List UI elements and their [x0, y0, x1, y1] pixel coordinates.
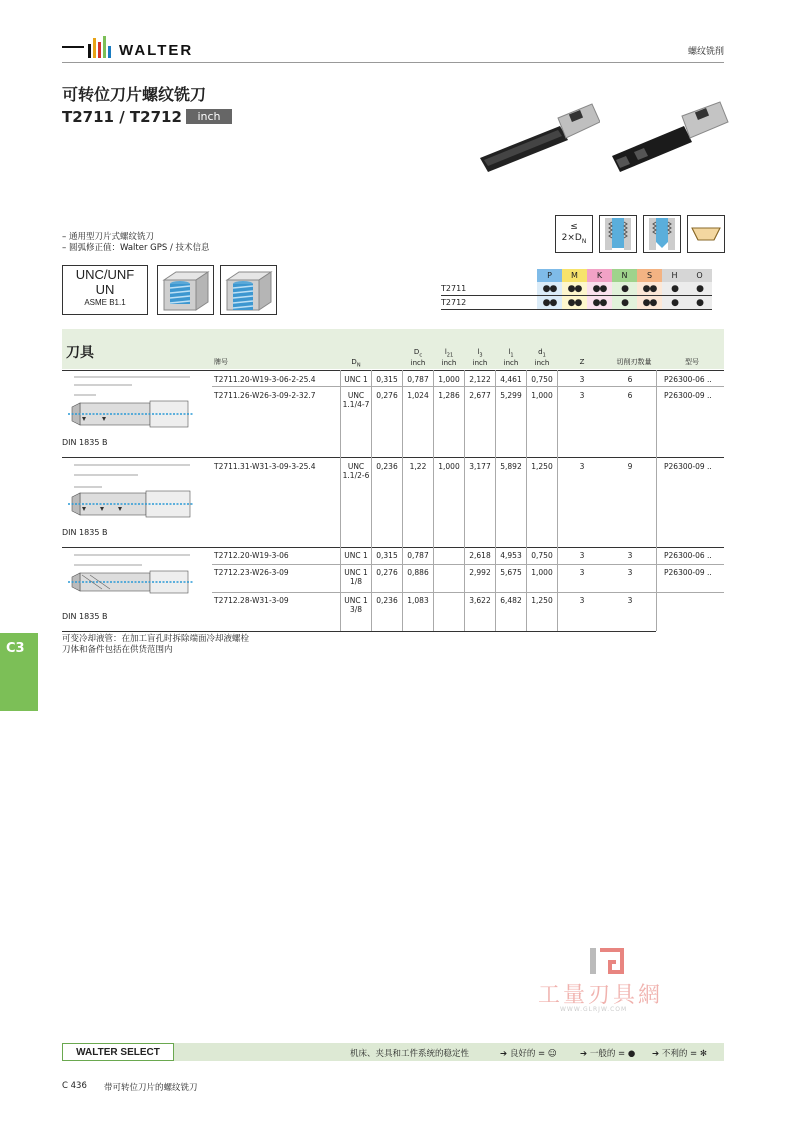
cell-dn: UNC 1 — [344, 551, 368, 560]
group-line — [62, 457, 724, 458]
cell-edges: 9 — [627, 462, 633, 471]
cell-z: 3 — [579, 462, 585, 471]
cell-l1: 5,892 — [500, 462, 522, 471]
din-label: DIN 1835 B — [62, 528, 108, 537]
thread-spec-line3: ASME B1.1 — [84, 298, 126, 307]
cell-brand: T2712.28-W31-3-09 — [214, 596, 289, 605]
cell-l1: 4,461 — [500, 375, 522, 384]
feature-item: – 圆弧修正值：Walter GPS / 技术信息 — [62, 243, 210, 253]
internal-thread-blind-icon — [157, 265, 214, 315]
material-cell: ●● — [587, 282, 612, 296]
material-cell: ●● — [587, 296, 612, 310]
cell-l21: 1,000 — [438, 375, 460, 384]
material-header-h: H — [662, 269, 687, 282]
rating-bad-label: ➔ 不利的 = — [652, 1049, 698, 1059]
cell-z: 3 — [579, 596, 585, 605]
col-d1 — [527, 348, 557, 367]
neutral-face-icon: ● — [627, 1049, 636, 1059]
cell-d1: 1,250 — [531, 596, 553, 605]
cell-dn-min: 0,276 — [376, 568, 398, 577]
col-dc — [403, 348, 433, 367]
cell-l3: 3,622 — [469, 596, 491, 605]
countersink-icon — [687, 215, 725, 253]
col-dc-label: D — [413, 348, 420, 356]
t2712-tool-image — [604, 100, 734, 175]
cell-edges: 6 — [627, 391, 633, 400]
col-l1-sub: 1 — [510, 352, 514, 359]
t2711-31-dimension-drawing — [62, 461, 202, 523]
material-cell: ●● — [637, 282, 662, 296]
material-header-n: N — [612, 269, 637, 282]
cell-l21: 1,000 — [438, 462, 460, 471]
col-l1-label: l — [508, 348, 511, 356]
material-cell: ● — [687, 282, 712, 296]
cell-type: P26300-09 .. — [664, 568, 712, 577]
col-divider — [433, 370, 434, 631]
col-d1-unit: inch — [534, 359, 550, 368]
col-l3-sub: 3 — [479, 352, 483, 359]
col-divider — [526, 370, 527, 631]
din-label: DIN 1835 B — [62, 612, 108, 621]
cell-dn-pitch: 1.1/4-7 — [342, 400, 370, 409]
col-l3-label: l — [477, 348, 480, 356]
feature-list — [62, 232, 210, 254]
col-z: Z — [579, 358, 585, 366]
material-header-s: S — [637, 269, 662, 282]
cell-dn-pitch: 3/8 — [349, 605, 363, 614]
cell-dc: 0,787 — [407, 551, 429, 560]
material-header-p: P — [537, 269, 562, 282]
t2711-dimension-drawing — [62, 373, 202, 433]
cell-z: 3 — [579, 551, 585, 560]
col-l21-unit: inch — [441, 359, 457, 368]
material-row — [441, 296, 712, 310]
cell-l3: 3,177 — [469, 462, 491, 471]
depth-sub: N — [581, 237, 587, 245]
rating-normal-label: ➔ 一般的 = — [580, 1049, 626, 1059]
cell-l3: 2,992 — [469, 568, 491, 577]
internal-thread-through-icon — [220, 265, 277, 315]
cell-d1: 1,250 — [531, 462, 553, 471]
note-item: 刀体和备件包括在供货范围内 — [62, 645, 173, 655]
col-divider — [371, 370, 372, 631]
logo-text: WALTER — [119, 42, 194, 59]
cell-dn-min: 0,315 — [376, 375, 398, 384]
col-dn-label: D — [351, 358, 357, 366]
cell-z: 3 — [579, 375, 585, 384]
cell-l3: 2,122 — [469, 375, 491, 384]
cell-d1: 0,750 — [531, 551, 553, 560]
cell-l3: 2,677 — [469, 391, 491, 400]
cell-type: P26300-09 .. — [664, 462, 712, 471]
product-codes: T2711 / T2712 — [62, 108, 182, 126]
max-depth-icon — [555, 215, 593, 253]
material-cell: ●● — [637, 296, 662, 310]
material-cell: ●● — [537, 296, 562, 310]
cell-dn: UNC 1 1/8 — [341, 568, 371, 586]
cell-type: P26300-06 .. — [664, 551, 712, 560]
header-divider — [62, 62, 724, 63]
cell-d1: 1,000 — [531, 391, 553, 400]
cell-dn-min: 0,236 — [376, 462, 398, 471]
material-table — [441, 269, 712, 310]
thread-spec-box — [62, 265, 148, 315]
cell-brand: T2711.31-W31-3-09-3-25.4 — [214, 462, 316, 471]
cell-brand: T2712.23-W26-3-09 — [214, 568, 289, 577]
cell-z: 3 — [579, 391, 585, 400]
col-divider — [495, 370, 496, 631]
walter-logo — [62, 36, 193, 58]
cell-dn: UNC 1.1/4-7 — [342, 391, 370, 409]
thread-spec-line1: UNC/UNF — [75, 267, 135, 282]
material-row-label: T2712 — [441, 296, 537, 310]
depth-text: 2×D — [561, 233, 582, 243]
cell-dn: UNC 1 — [344, 375, 368, 384]
material-cell: ● — [687, 296, 712, 310]
col-l21-sub: 21 — [446, 352, 454, 359]
material-cell: ●● — [562, 296, 587, 310]
watermark-url: WWW.GLRJW.COM — [560, 1006, 628, 1013]
material-cell: ● — [662, 282, 687, 296]
table-bottom-line — [62, 631, 656, 632]
col-brand: 牌号 — [214, 358, 228, 366]
cell-type: P26300-09 .. — [664, 391, 712, 400]
cell-edges: 6 — [627, 375, 633, 384]
cell-dc: 1,083 — [407, 596, 429, 605]
rating-good-label: ➔ 良好的 = — [500, 1049, 546, 1059]
feature-item: – 通用型刀片式螺纹铣刀 — [62, 232, 154, 242]
material-cell: ● — [612, 296, 637, 310]
col-l1-unit: inch — [503, 359, 519, 368]
col-divider — [464, 370, 465, 631]
cell-dn: UNC 1.1/2-6 — [342, 462, 370, 480]
col-divider — [557, 370, 558, 631]
cell-dn: UNC 1 3/8 — [341, 596, 371, 614]
col-l21-label: l — [444, 348, 447, 356]
cell-dn-min: 0,315 — [376, 551, 398, 560]
cell-d1: 0,750 — [531, 375, 553, 384]
cell-edges: 3 — [627, 568, 633, 577]
col-dn-sub: N — [356, 362, 361, 369]
col-dc-unit: inch — [410, 359, 426, 368]
cell-dn-min: 0,276 — [376, 391, 398, 400]
unit-badge: inch — [186, 109, 232, 124]
material-header-m: M — [562, 269, 587, 282]
material-header-o: O — [687, 269, 712, 282]
thread-spec-line2: UN — [95, 282, 115, 297]
walter-select-label: WALTER SELECT — [62, 1043, 174, 1061]
col-divider — [402, 370, 403, 631]
watermark-logo — [588, 946, 628, 976]
col-d1-sub: 1 — [542, 352, 546, 359]
cell-brand: T2711.26-W26-3-09-2-32.7 — [214, 391, 316, 400]
col-dn — [342, 358, 370, 369]
cell-type: P26300-06 .. — [664, 375, 712, 384]
cell-l1: 5,299 — [500, 391, 522, 400]
section-title: 刀具 — [66, 345, 94, 361]
cell-dn-min: 0,236 — [376, 596, 398, 605]
cell-z: 3 — [579, 568, 585, 577]
material-header-k: K — [587, 269, 612, 282]
cell-l1: 4,953 — [500, 551, 522, 560]
rating-bad — [652, 1047, 707, 1059]
cell-l1: 6,482 — [500, 596, 522, 605]
cell-edges: 3 — [627, 596, 633, 605]
notes — [62, 634, 249, 656]
row-line — [212, 564, 724, 565]
din-label: DIN 1835 B — [62, 438, 108, 447]
material-cell: ● — [612, 282, 637, 296]
cell-dn-pitch: 1.1/2-6 — [342, 471, 370, 480]
t2711-tool-image — [470, 100, 600, 175]
col-d1-label: d — [538, 348, 543, 356]
col-edges: 切削刃数量 — [616, 358, 652, 366]
watermark-text: 工量刃具網 — [538, 983, 664, 1008]
cell-dc: 1,024 — [407, 391, 429, 400]
material-row — [441, 282, 712, 296]
material-cell: ● — [662, 296, 687, 310]
chapter-tab[interactable] — [0, 633, 38, 711]
col-l3 — [465, 348, 495, 367]
cell-dc: 0,787 — [407, 375, 429, 384]
cell-edges: 3 — [627, 551, 633, 560]
table-top-line — [62, 370, 724, 371]
col-divider — [340, 370, 341, 631]
smile-icon: ☺ — [547, 1049, 557, 1059]
row-line — [212, 386, 724, 387]
col-l3-unit: inch — [472, 359, 488, 368]
stability-label: 机床、夹具和工件系统的稳定性 — [350, 1049, 470, 1059]
material-cell: ●● — [537, 282, 562, 296]
footer-page-title: 带可转位刀片的螺纹铣刀 — [104, 1083, 198, 1093]
rating-good — [500, 1047, 557, 1059]
col-type: 型号 — [685, 358, 699, 366]
cell-l3: 2,618 — [469, 551, 491, 560]
blind-hole-thread-icon — [599, 215, 637, 253]
depth-symbol: ≤ — [570, 222, 578, 232]
cell-d1: 1,000 — [531, 568, 553, 577]
page-number: C 436 — [62, 1081, 87, 1091]
header-category: 螺纹铣削 — [687, 47, 724, 57]
material-row-label: T2711 — [441, 282, 537, 296]
page-title: 可转位刀片螺纹铣刀 — [62, 85, 207, 104]
col-dc-sub: c — [419, 352, 423, 359]
cell-l21: 1,286 — [438, 391, 460, 400]
cell-dc: 1,22 — [409, 462, 427, 471]
rating-normal — [580, 1047, 635, 1059]
row-line — [212, 592, 724, 593]
col-divider — [656, 370, 657, 631]
sad-face-icon: ✻ — [699, 1049, 707, 1059]
chamfer-thread-icon — [643, 215, 681, 253]
material-cell: ●● — [562, 282, 587, 296]
cell-dc: 0,886 — [407, 568, 429, 577]
t2712-dimension-drawing — [62, 551, 202, 606]
cell-dn-pitch: 1/8 — [349, 577, 363, 586]
cell-l1: 5,675 — [500, 568, 522, 577]
note-item: 可变冷却液管：在加工盲孔时拆除端面冷却液螺栓 — [62, 634, 250, 644]
col-l1 — [496, 348, 526, 367]
chapter-tab-label: C3 — [6, 641, 25, 656]
cell-brand: T2711.20-W19-3-06-2-25.4 — [214, 375, 316, 384]
col-l21 — [434, 348, 464, 367]
cell-brand: T2712.20-W19-3-06 — [214, 551, 289, 560]
group-line — [62, 547, 724, 548]
